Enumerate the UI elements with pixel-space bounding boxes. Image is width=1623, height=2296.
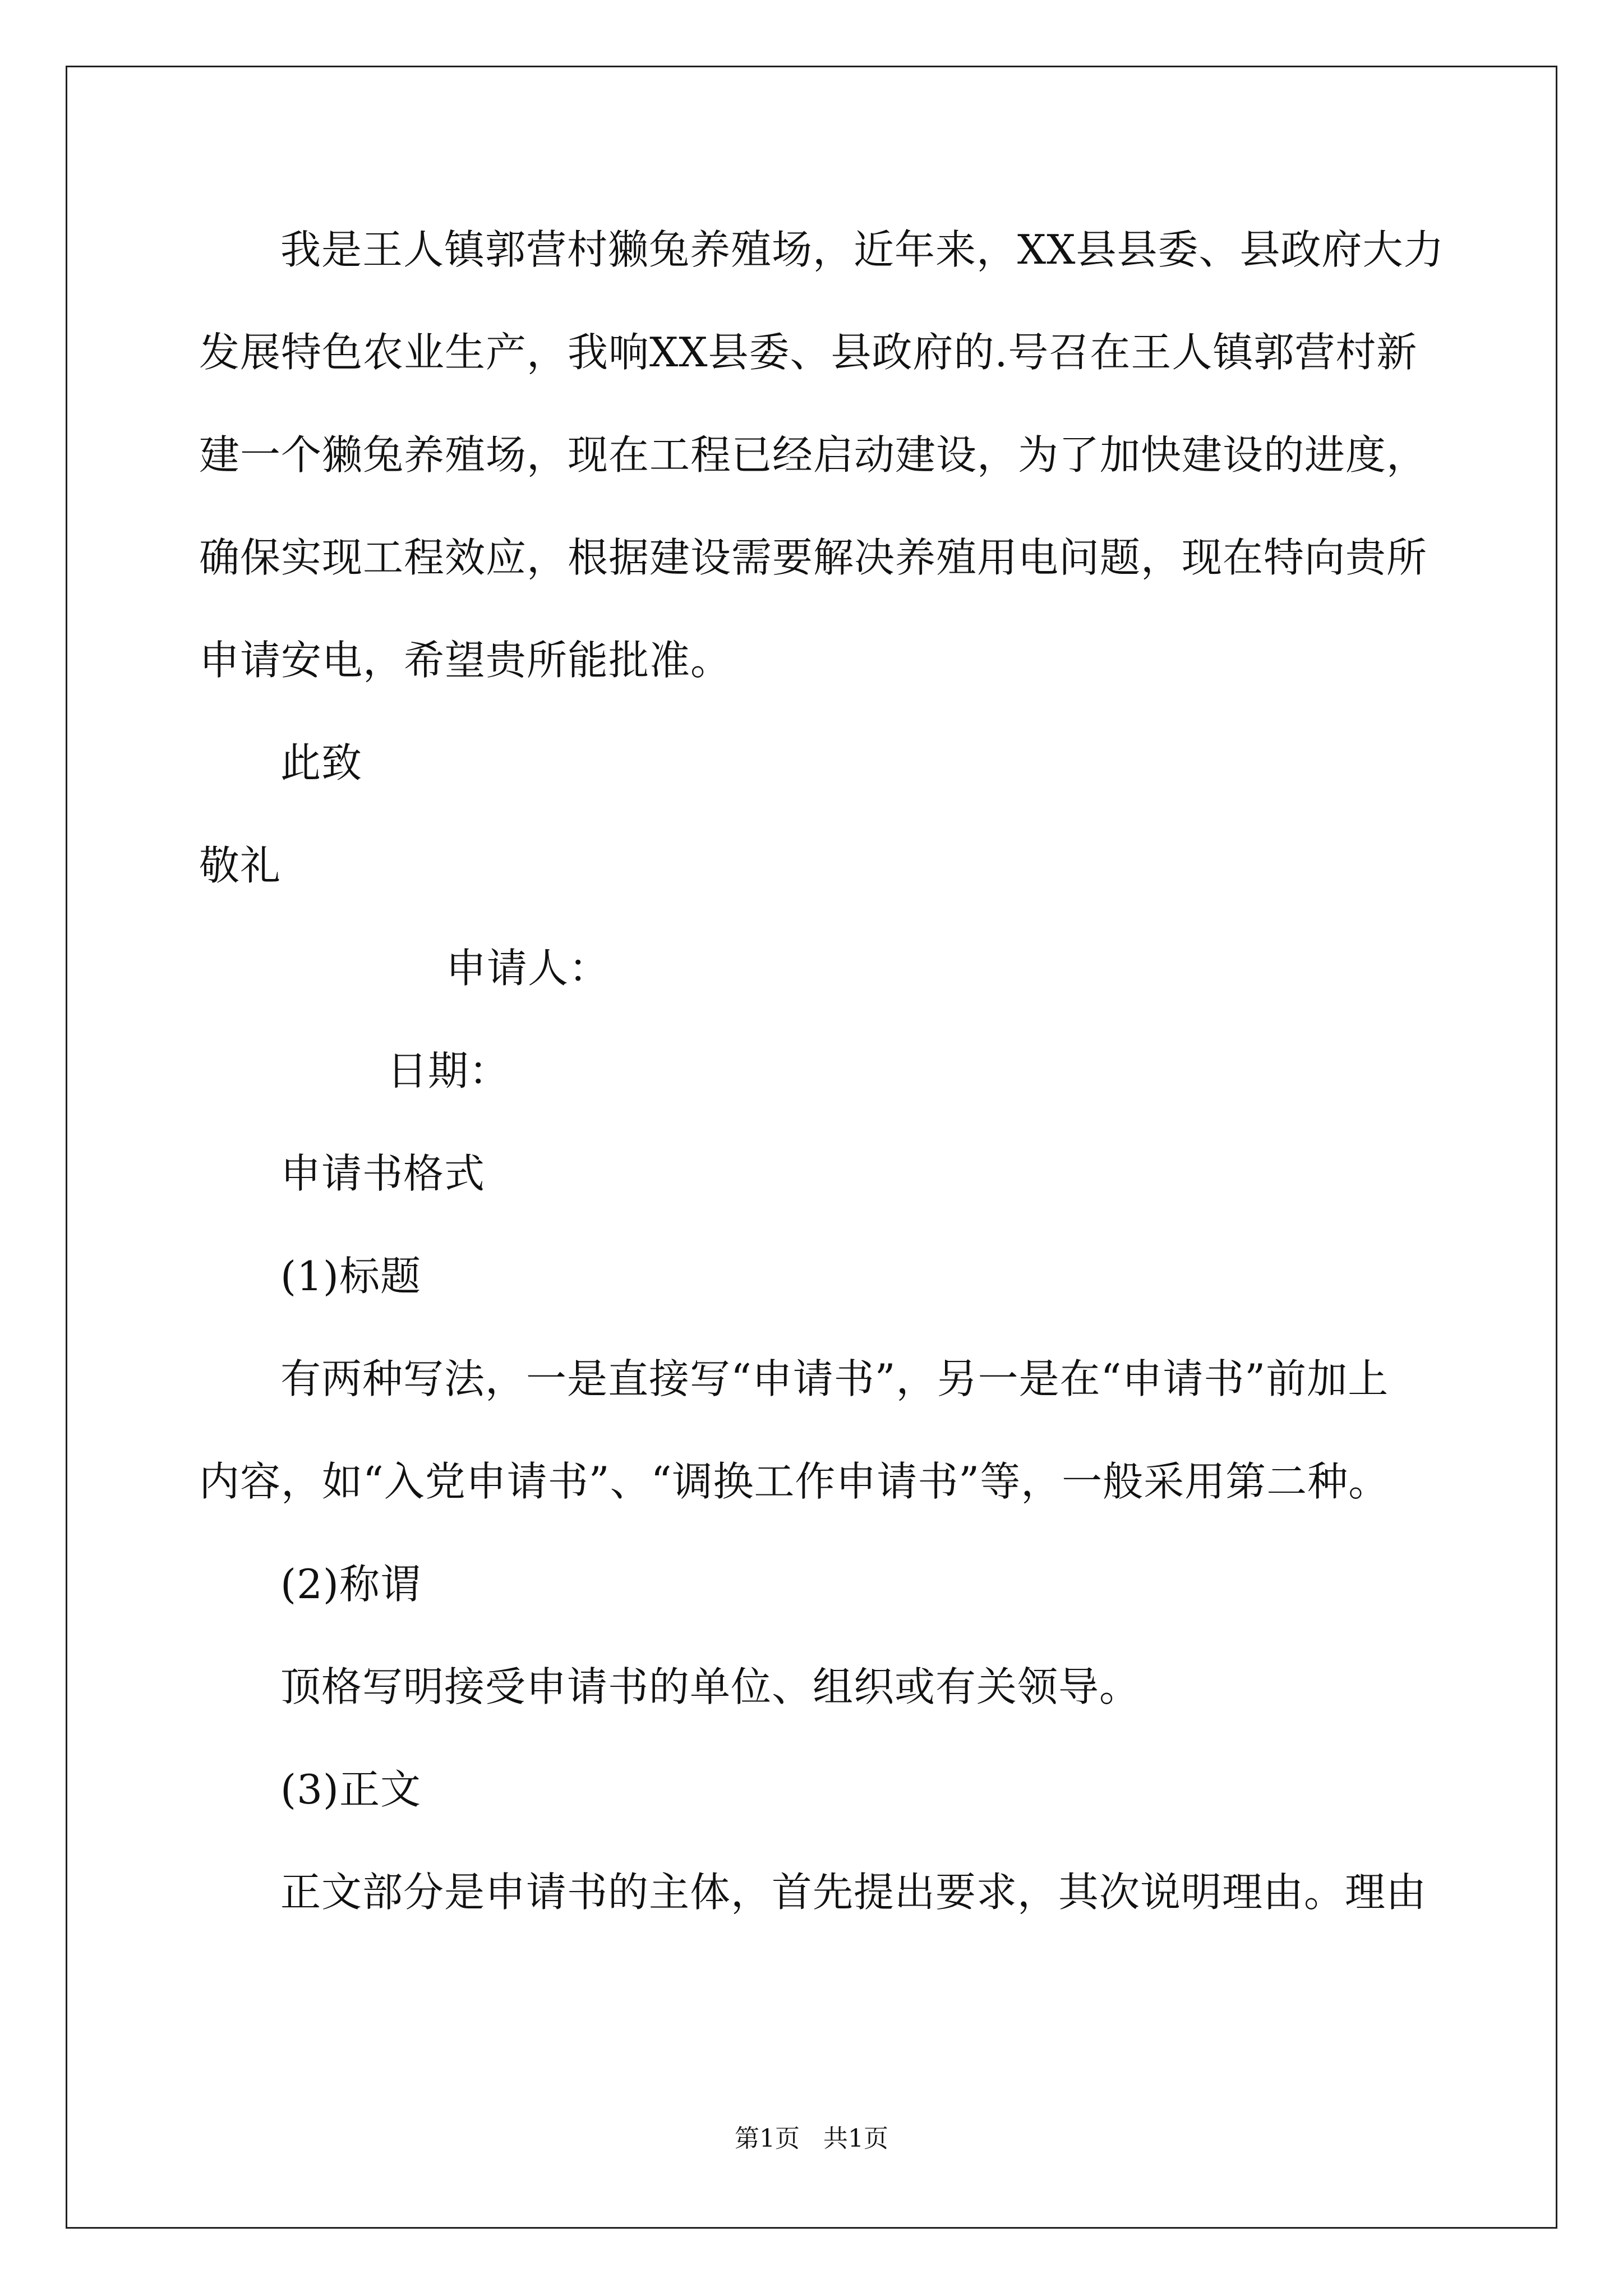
section1-title: (1)标题 xyxy=(280,1253,421,1300)
intro-line-3: 建一个獭兔养殖场，现在工程已经启动建设，为了加快建设的进度， xyxy=(199,431,1428,478)
intro-line-2: 发展特色农业生产，我响XX县委、县政府的.号召在王人镇郭营村新 xyxy=(199,329,1418,376)
closing-ci-zhi: 此致 xyxy=(280,739,363,786)
section1-body-line-1: 有两种写法，一是直接写“申请书”，另一是在“申请书”前加上 xyxy=(280,1355,1389,1402)
format-heading: 申请书格式 xyxy=(280,1150,486,1197)
date-label: 日期： xyxy=(387,1047,510,1094)
section2-title: (2)称谓 xyxy=(280,1561,421,1608)
section1-body-line-2: 内容，如“入党申请书”、“调换工作申请书”等，一般采用第二种。 xyxy=(199,1458,1390,1505)
intro-line-5: 申请安电，希望贵所能批准。 xyxy=(199,637,732,684)
page-footer: 第1页 共1页 xyxy=(735,2124,888,2153)
closing-jing-li: 敬礼 xyxy=(199,842,282,889)
section3-title: (3)正文 xyxy=(280,1766,421,1813)
applicant-label: 申请人： xyxy=(446,945,610,992)
intro-line-1: 我是王人镇郭营村獭兔养殖场，近年来，XX县县委、县政府大力 xyxy=(280,226,1445,273)
intro-line-4: 确保实现工程效应，根据建设需要解决养殖用电问题，现在特向贵所 xyxy=(199,534,1428,581)
section2-body: 顶格写明接受申请书的单位、组织或有关领导。 xyxy=(280,1663,1141,1710)
section3-body: 正文部分是申请书的主体，首先提出要求，其次说明理由。理由 xyxy=(280,1869,1427,1916)
